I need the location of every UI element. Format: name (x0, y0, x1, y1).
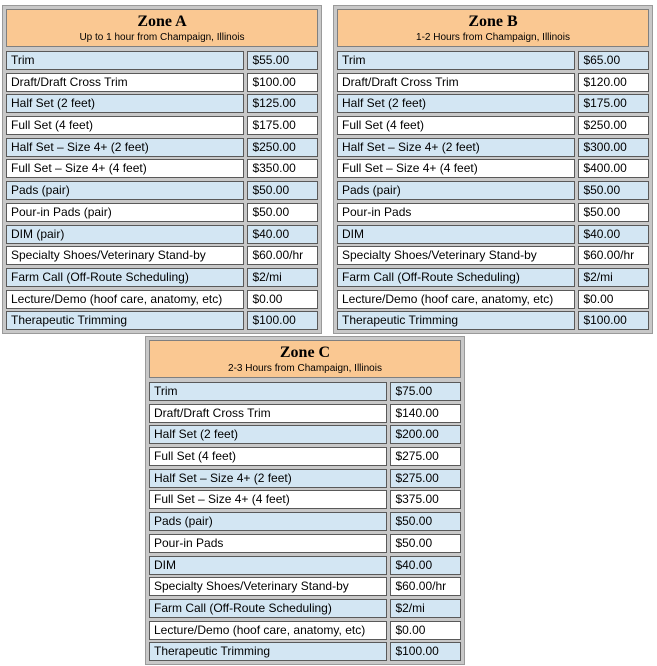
price-cell: $100.00 (247, 311, 318, 330)
table-row (337, 94, 649, 113)
table-row (149, 490, 461, 509)
price-cell: $350.00 (247, 159, 318, 178)
price-cell: $140.00 (390, 404, 461, 423)
price-cell: $0.00 (578, 290, 649, 309)
zone-b-header (337, 9, 649, 47)
price-cell: $275.00 (390, 469, 461, 488)
table-row (337, 311, 649, 330)
service-cell: Therapeutic Trimming (6, 311, 244, 330)
service-cell: Full Set (4 feet) (149, 447, 387, 466)
service-cell: Specialty Shoes/Veterinary Stand-by (149, 577, 387, 596)
service-cell: Trim (337, 51, 575, 70)
price-cell: $75.00 (390, 382, 461, 401)
zone-a-subtitle: Up to 1 hour from Champaign, Illinois (79, 32, 245, 43)
service-cell: Half Set – Size 4+ (2 feet) (337, 138, 575, 157)
table-row (149, 534, 461, 553)
service-cell: Specialty Shoes/Veterinary Stand-by (337, 246, 575, 265)
price-cell: $0.00 (390, 621, 461, 640)
table-row (6, 290, 318, 309)
table-row (6, 116, 318, 135)
service-cell: Pads (pair) (337, 181, 575, 200)
table-row (6, 203, 318, 222)
service-cell: Lecture/Demo (hoof care, anatomy, etc) (149, 621, 387, 640)
table-row (337, 290, 649, 309)
price-cell: $40.00 (578, 225, 649, 244)
service-cell: Draft/Draft Cross Trim (6, 73, 244, 92)
price-cell: $50.00 (390, 512, 461, 531)
price-cell: $400.00 (578, 159, 649, 178)
table-row (149, 599, 461, 618)
price-cell: $50.00 (247, 181, 318, 200)
price-cell: $60.00/hr (247, 246, 318, 265)
zone-a-title: Zone A (137, 13, 187, 30)
zone-c-subtitle: 2-3 Hours from Champaign, Illinois (228, 363, 382, 374)
price-cell: $100.00 (247, 73, 318, 92)
price-cell: $200.00 (390, 425, 461, 444)
table-row (149, 469, 461, 488)
service-cell: Trim (6, 51, 244, 70)
table-row (337, 225, 649, 244)
price-cell: $50.00 (578, 203, 649, 222)
table-row (149, 512, 461, 531)
price-cell: $125.00 (247, 94, 318, 113)
price-cell: $2/mi (247, 268, 318, 287)
service-cell: Full Set – Size 4+ (4 feet) (337, 159, 575, 178)
table-row (149, 404, 461, 423)
price-cell: $175.00 (578, 94, 649, 113)
service-cell: Half Set (2 feet) (149, 425, 387, 444)
price-cell: $40.00 (390, 556, 461, 575)
table-row (6, 51, 318, 70)
table-row (149, 425, 461, 444)
table-row (149, 621, 461, 640)
price-cell: $55.00 (247, 51, 318, 70)
table-row (149, 382, 461, 401)
price-cell: $250.00 (247, 138, 318, 157)
price-cell: $175.00 (247, 116, 318, 135)
service-cell: Full Set (4 feet) (337, 116, 575, 135)
zone-a-header (6, 9, 318, 47)
zone-c-header (149, 340, 461, 378)
service-cell: Farm Call (Off-Route Scheduling) (149, 599, 387, 618)
service-cell: Trim (149, 382, 387, 401)
table-row (337, 159, 649, 178)
price-cell: $60.00/hr (390, 577, 461, 596)
zone-b-subtitle: 1-2 Hours from Champaign, Illinois (416, 32, 570, 43)
service-cell: Full Set – Size 4+ (4 feet) (149, 490, 387, 509)
zone-c-title: Zone C (279, 344, 331, 361)
price-cell: $60.00/hr (578, 246, 649, 265)
zone-b-table (333, 5, 653, 334)
price-cell: $375.00 (390, 490, 461, 509)
zone-c-table (145, 336, 465, 665)
table-row (337, 181, 649, 200)
service-cell: Pads (pair) (149, 512, 387, 531)
table-row (337, 73, 649, 92)
zone-b-title: Zone B (468, 13, 518, 30)
service-cell: DIM (149, 556, 387, 575)
service-cell: Pour-in Pads (pair) (6, 203, 244, 222)
service-cell: Farm Call (Off-Route Scheduling) (6, 268, 244, 287)
table-row (149, 556, 461, 575)
service-cell: Half Set (2 feet) (6, 94, 244, 113)
service-cell: Pour-in Pads (337, 203, 575, 222)
service-cell: Lecture/Demo (hoof care, anatomy, etc) (6, 290, 244, 309)
table-row (6, 94, 318, 113)
service-cell: Half Set (2 feet) (337, 94, 575, 113)
table-row (149, 447, 461, 466)
service-cell: Draft/Draft Cross Trim (337, 73, 575, 92)
table-row (149, 642, 461, 661)
service-cell: Farm Call (Off-Route Scheduling) (337, 268, 575, 287)
service-cell: Half Set – Size 4+ (2 feet) (6, 138, 244, 157)
service-cell: Lecture/Demo (hoof care, anatomy, etc) (337, 290, 575, 309)
price-cell: $65.00 (578, 51, 649, 70)
service-cell: Pads (pair) (6, 181, 244, 200)
table-row (6, 246, 318, 265)
price-cell: $100.00 (578, 311, 649, 330)
table-row (6, 268, 318, 287)
price-cell: $120.00 (578, 73, 649, 92)
table-row (6, 138, 318, 157)
price-cell: $50.00 (390, 534, 461, 553)
price-cell: $2/mi (578, 268, 649, 287)
price-cell: $0.00 (247, 290, 318, 309)
table-row (337, 203, 649, 222)
table-row (337, 116, 649, 135)
zone-b-rows (337, 51, 649, 330)
service-cell: Half Set – Size 4+ (2 feet) (149, 469, 387, 488)
price-cell: $40.00 (247, 225, 318, 244)
price-cell: $50.00 (578, 181, 649, 200)
table-row (337, 51, 649, 70)
zone-a-rows (6, 51, 318, 330)
service-cell: Draft/Draft Cross Trim (149, 404, 387, 423)
service-cell: DIM (pair) (6, 225, 244, 244)
service-cell: Full Set (4 feet) (6, 116, 244, 135)
table-row (337, 268, 649, 287)
table-row (6, 73, 318, 92)
price-cell: $100.00 (390, 642, 461, 661)
table-row (149, 577, 461, 596)
price-cell: $275.00 (390, 447, 461, 466)
price-cell: $2/mi (390, 599, 461, 618)
table-row (6, 311, 318, 330)
table-row (337, 246, 649, 265)
service-cell: Specialty Shoes/Veterinary Stand-by (6, 246, 244, 265)
table-row (6, 225, 318, 244)
service-cell: Therapeutic Trimming (149, 642, 387, 661)
zone-a-table (2, 5, 322, 334)
table-row (6, 181, 318, 200)
service-cell: DIM (337, 225, 575, 244)
table-row (337, 138, 649, 157)
price-cell: $50.00 (247, 203, 318, 222)
service-cell: Therapeutic Trimming (337, 311, 575, 330)
price-cell: $250.00 (578, 116, 649, 135)
zone-c-rows (149, 382, 461, 661)
table-row (6, 159, 318, 178)
service-cell: Full Set – Size 4+ (4 feet) (6, 159, 244, 178)
service-cell: Pour-in Pads (149, 534, 387, 553)
price-cell: $300.00 (578, 138, 649, 157)
